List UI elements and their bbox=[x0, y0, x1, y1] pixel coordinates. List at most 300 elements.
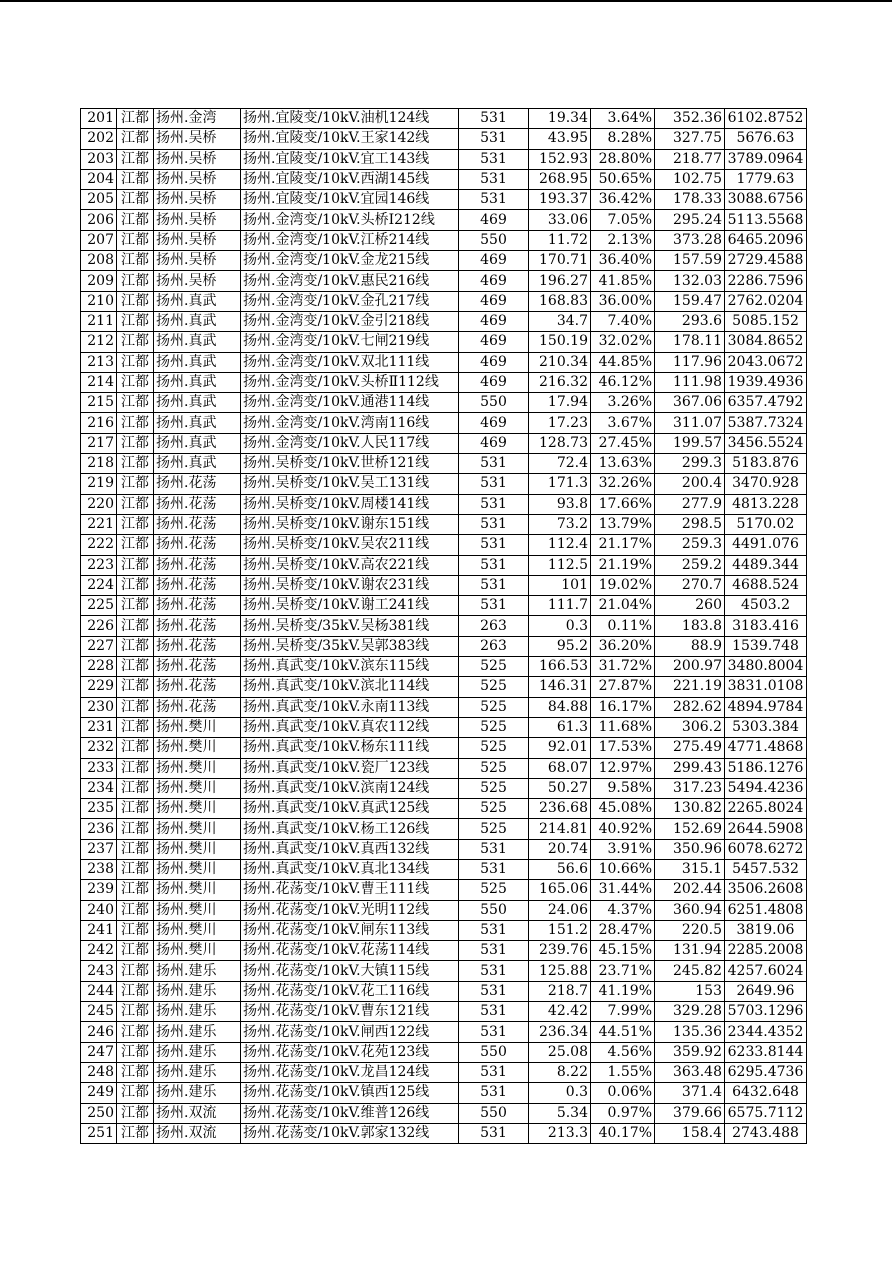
feeder-line-cell[interactable]: 扬州.吴桥变/35kV.吴郭383线 bbox=[241, 636, 459, 656]
load-cell[interactable]: 239.76 bbox=[529, 941, 591, 961]
feeder-line-cell[interactable]: 扬州.金湾变/10kV.头桥Ⅱ112线 bbox=[241, 372, 459, 392]
station-cell[interactable]: 扬州.樊川 bbox=[154, 738, 241, 758]
district-cell[interactable]: 江都 bbox=[117, 981, 154, 1001]
row-number[interactable]: 209 bbox=[81, 271, 117, 291]
remaining-kw-cell[interactable]: 4503.2 bbox=[725, 596, 807, 616]
load-rate-cell[interactable]: 7.40% bbox=[591, 311, 655, 331]
feeder-line-cell[interactable]: 扬州.吴桥变/10kV.高农221线 bbox=[241, 555, 459, 575]
row-number[interactable]: 228 bbox=[81, 657, 117, 677]
load-rate-cell[interactable]: 12.97% bbox=[591, 758, 655, 778]
remaining-capacity-cell[interactable]: 299.3 bbox=[655, 454, 725, 474]
remaining-kw-cell[interactable]: 2286.7596 bbox=[725, 271, 807, 291]
remaining-capacity-cell[interactable]: 200.97 bbox=[655, 657, 725, 677]
remaining-capacity-cell[interactable]: 111.98 bbox=[655, 372, 725, 392]
row-number[interactable]: 250 bbox=[81, 1103, 117, 1123]
remaining-kw-cell[interactable]: 6078.6272 bbox=[725, 839, 807, 859]
remaining-capacity-cell[interactable]: 117.96 bbox=[655, 352, 725, 372]
district-cell[interactable]: 江都 bbox=[117, 210, 154, 230]
station-cell[interactable]: 扬州.樊川 bbox=[154, 799, 241, 819]
load-rate-cell[interactable]: 40.17% bbox=[591, 1123, 655, 1143]
load-rate-cell[interactable]: 13.63% bbox=[591, 454, 655, 474]
station-cell[interactable]: 扬州.樊川 bbox=[154, 839, 241, 859]
capacity-cell[interactable]: 531 bbox=[459, 454, 529, 474]
capacity-cell[interactable]: 531 bbox=[459, 961, 529, 981]
capacity-cell[interactable]: 525 bbox=[459, 738, 529, 758]
load-rate-cell[interactable]: 36.40% bbox=[591, 251, 655, 271]
station-cell[interactable]: 扬州.建乐 bbox=[154, 1083, 241, 1103]
district-cell[interactable]: 江都 bbox=[117, 514, 154, 534]
remaining-capacity-cell[interactable]: 298.5 bbox=[655, 514, 725, 534]
load-cell[interactable]: 101 bbox=[529, 575, 591, 595]
station-cell[interactable]: 扬州.樊川 bbox=[154, 778, 241, 798]
load-cell[interactable]: 61.3 bbox=[529, 717, 591, 737]
load-rate-cell[interactable]: 41.85% bbox=[591, 271, 655, 291]
district-cell[interactable]: 江都 bbox=[117, 433, 154, 453]
feeder-line-cell[interactable]: 扬州.真武变/10kV.真北134线 bbox=[241, 859, 459, 879]
remaining-capacity-cell[interactable]: 373.28 bbox=[655, 230, 725, 250]
load-rate-cell[interactable]: 28.80% bbox=[591, 149, 655, 169]
feeder-line-cell[interactable]: 扬州.金湾变/10kV.金孔217线 bbox=[241, 291, 459, 311]
feeder-line-cell[interactable]: 扬州.吴桥变/10kV.吴农211线 bbox=[241, 535, 459, 555]
district-cell[interactable]: 江都 bbox=[117, 575, 154, 595]
remaining-capacity-cell[interactable]: 178.11 bbox=[655, 332, 725, 352]
remaining-kw-cell[interactable]: 5703.1296 bbox=[725, 1002, 807, 1022]
capacity-cell[interactable]: 531 bbox=[459, 494, 529, 514]
remaining-kw-cell[interactable]: 6465.2096 bbox=[725, 230, 807, 250]
load-rate-cell[interactable]: 0.06% bbox=[591, 1083, 655, 1103]
station-cell[interactable]: 扬州.吴桥 bbox=[154, 129, 241, 149]
district-cell[interactable]: 江都 bbox=[117, 1123, 154, 1143]
row-number[interactable]: 212 bbox=[81, 332, 117, 352]
district-cell[interactable]: 江都 bbox=[117, 596, 154, 616]
load-rate-cell[interactable]: 36.00% bbox=[591, 291, 655, 311]
row-number[interactable]: 202 bbox=[81, 129, 117, 149]
load-cell[interactable]: 112.5 bbox=[529, 555, 591, 575]
remaining-capacity-cell[interactable]: 360.94 bbox=[655, 900, 725, 920]
row-number[interactable]: 210 bbox=[81, 291, 117, 311]
row-number[interactable]: 208 bbox=[81, 251, 117, 271]
load-cell[interactable]: 210.34 bbox=[529, 352, 591, 372]
district-cell[interactable]: 江都 bbox=[117, 717, 154, 737]
station-cell[interactable]: 扬州.樊川 bbox=[154, 900, 241, 920]
capacity-cell[interactable]: 531 bbox=[459, 941, 529, 961]
remaining-kw-cell[interactable]: 6251.4808 bbox=[725, 900, 807, 920]
district-cell[interactable]: 江都 bbox=[117, 738, 154, 758]
district-cell[interactable]: 江都 bbox=[117, 555, 154, 575]
load-rate-cell[interactable]: 31.72% bbox=[591, 657, 655, 677]
load-cell[interactable]: 73.2 bbox=[529, 514, 591, 534]
remaining-kw-cell[interactable]: 4491.076 bbox=[725, 535, 807, 555]
station-cell[interactable]: 扬州.花荡 bbox=[154, 616, 241, 636]
feeder-line-cell[interactable]: 扬州.吴桥变/10kV.谢工241线 bbox=[241, 596, 459, 616]
capacity-cell[interactable]: 525 bbox=[459, 880, 529, 900]
remaining-capacity-cell[interactable]: 359.92 bbox=[655, 1042, 725, 1062]
load-rate-cell[interactable]: 19.02% bbox=[591, 575, 655, 595]
remaining-capacity-cell[interactable]: 311.07 bbox=[655, 413, 725, 433]
load-cell[interactable]: 25.08 bbox=[529, 1042, 591, 1062]
station-cell[interactable]: 扬州.建乐 bbox=[154, 1002, 241, 1022]
remaining-capacity-cell[interactable]: 135.36 bbox=[655, 1022, 725, 1042]
capacity-cell[interactable]: 531 bbox=[459, 169, 529, 189]
capacity-cell[interactable]: 525 bbox=[459, 717, 529, 737]
load-cell[interactable]: 50.27 bbox=[529, 778, 591, 798]
load-rate-cell[interactable]: 23.71% bbox=[591, 961, 655, 981]
station-cell[interactable]: 扬州.花荡 bbox=[154, 474, 241, 494]
feeder-line-cell[interactable]: 扬州.真武变/10kV.滨北114线 bbox=[241, 677, 459, 697]
row-number[interactable]: 240 bbox=[81, 900, 117, 920]
load-rate-cell[interactable]: 46.12% bbox=[591, 372, 655, 392]
row-number[interactable]: 232 bbox=[81, 738, 117, 758]
district-cell[interactable]: 江都 bbox=[117, 1022, 154, 1042]
capacity-cell[interactable]: 550 bbox=[459, 230, 529, 250]
row-number[interactable]: 216 bbox=[81, 413, 117, 433]
remaining-capacity-cell[interactable]: 220.5 bbox=[655, 920, 725, 940]
capacity-cell[interactable]: 525 bbox=[459, 778, 529, 798]
capacity-cell[interactable]: 525 bbox=[459, 758, 529, 778]
load-rate-cell[interactable]: 44.85% bbox=[591, 352, 655, 372]
capacity-cell[interactable]: 531 bbox=[459, 981, 529, 1001]
row-number[interactable]: 217 bbox=[81, 433, 117, 453]
remaining-kw-cell[interactable]: 3480.8004 bbox=[725, 657, 807, 677]
remaining-kw-cell[interactable]: 3084.8652 bbox=[725, 332, 807, 352]
row-number[interactable]: 236 bbox=[81, 819, 117, 839]
station-cell[interactable]: 扬州.樊川 bbox=[154, 859, 241, 879]
load-cell[interactable]: 33.06 bbox=[529, 210, 591, 230]
load-rate-cell[interactable]: 21.17% bbox=[591, 535, 655, 555]
load-cell[interactable]: 151.2 bbox=[529, 920, 591, 940]
station-cell[interactable]: 扬州.吴桥 bbox=[154, 251, 241, 271]
capacity-cell[interactable]: 531 bbox=[459, 535, 529, 555]
row-number[interactable]: 247 bbox=[81, 1042, 117, 1062]
feeder-line-cell[interactable]: 扬州.吴桥变/10kV.周楼141线 bbox=[241, 494, 459, 514]
row-number[interactable]: 211 bbox=[81, 311, 117, 331]
remaining-kw-cell[interactable]: 4257.6024 bbox=[725, 961, 807, 981]
load-rate-cell[interactable]: 16.17% bbox=[591, 697, 655, 717]
remaining-capacity-cell[interactable]: 199.57 bbox=[655, 433, 725, 453]
station-cell[interactable]: 扬州.花荡 bbox=[154, 677, 241, 697]
load-rate-cell[interactable]: 8.28% bbox=[591, 129, 655, 149]
remaining-capacity-cell[interactable]: 350.96 bbox=[655, 839, 725, 859]
station-cell[interactable]: 扬州.吴桥 bbox=[154, 230, 241, 250]
remaining-kw-cell[interactable]: 4894.9784 bbox=[725, 697, 807, 717]
capacity-cell[interactable]: 469 bbox=[459, 311, 529, 331]
capacity-cell[interactable]: 550 bbox=[459, 1103, 529, 1123]
feeder-line-cell[interactable]: 扬州.花荡变/10kV.维普126线 bbox=[241, 1103, 459, 1123]
station-cell[interactable]: 扬州.真武 bbox=[154, 433, 241, 453]
station-cell[interactable]: 扬州.花荡 bbox=[154, 596, 241, 616]
load-rate-cell[interactable]: 17.53% bbox=[591, 738, 655, 758]
capacity-cell[interactable]: 469 bbox=[459, 352, 529, 372]
remaining-kw-cell[interactable]: 2265.8024 bbox=[725, 799, 807, 819]
remaining-kw-cell[interactable]: 6102.8752 bbox=[725, 109, 807, 129]
load-cell[interactable]: 170.71 bbox=[529, 251, 591, 271]
load-cell[interactable]: 92.01 bbox=[529, 738, 591, 758]
remaining-kw-cell[interactable]: 2043.0672 bbox=[725, 352, 807, 372]
capacity-cell[interactable]: 531 bbox=[459, 920, 529, 940]
load-cell[interactable]: 93.8 bbox=[529, 494, 591, 514]
feeder-line-cell[interactable]: 扬州.金湾变/10kV.金龙215线 bbox=[241, 251, 459, 271]
load-rate-cell[interactable]: 45.08% bbox=[591, 799, 655, 819]
remaining-capacity-cell[interactable]: 329.28 bbox=[655, 1002, 725, 1022]
row-number[interactable]: 207 bbox=[81, 230, 117, 250]
row-number[interactable]: 224 bbox=[81, 575, 117, 595]
remaining-kw-cell[interactable]: 2344.4352 bbox=[725, 1022, 807, 1042]
station-cell[interactable]: 扬州.吴桥 bbox=[154, 271, 241, 291]
remaining-capacity-cell[interactable]: 317.23 bbox=[655, 778, 725, 798]
district-cell[interactable]: 江都 bbox=[117, 657, 154, 677]
district-cell[interactable]: 江都 bbox=[117, 920, 154, 940]
district-cell[interactable]: 江都 bbox=[117, 1042, 154, 1062]
load-cell[interactable]: 17.94 bbox=[529, 393, 591, 413]
remaining-kw-cell[interactable]: 1939.4936 bbox=[725, 372, 807, 392]
remaining-kw-cell[interactable]: 6357.4792 bbox=[725, 393, 807, 413]
feeder-line-cell[interactable]: 扬州.花荡变/10kV.龙昌124线 bbox=[241, 1062, 459, 1082]
station-cell[interactable]: 扬州.真武 bbox=[154, 311, 241, 331]
load-rate-cell[interactable]: 7.05% bbox=[591, 210, 655, 230]
load-cell[interactable]: 34.7 bbox=[529, 311, 591, 331]
load-cell[interactable]: 20.74 bbox=[529, 839, 591, 859]
remaining-capacity-cell[interactable]: 282.62 bbox=[655, 697, 725, 717]
district-cell[interactable]: 江都 bbox=[117, 129, 154, 149]
district-cell[interactable]: 江都 bbox=[117, 839, 154, 859]
remaining-capacity-cell[interactable]: 221.19 bbox=[655, 677, 725, 697]
load-cell[interactable]: 166.53 bbox=[529, 657, 591, 677]
remaining-capacity-cell[interactable]: 178.33 bbox=[655, 190, 725, 210]
row-number[interactable]: 205 bbox=[81, 190, 117, 210]
row-number[interactable]: 251 bbox=[81, 1123, 117, 1143]
load-cell[interactable]: 68.07 bbox=[529, 758, 591, 778]
district-cell[interactable]: 江都 bbox=[117, 332, 154, 352]
district-cell[interactable]: 江都 bbox=[117, 859, 154, 879]
feeder-line-cell[interactable]: 扬州.花荡变/10kV.光明112线 bbox=[241, 900, 459, 920]
load-cell[interactable]: 152.93 bbox=[529, 149, 591, 169]
load-cell[interactable]: 268.95 bbox=[529, 169, 591, 189]
row-number[interactable]: 227 bbox=[81, 636, 117, 656]
remaining-capacity-cell[interactable]: 295.24 bbox=[655, 210, 725, 230]
district-cell[interactable]: 江都 bbox=[117, 413, 154, 433]
remaining-kw-cell[interactable]: 5676.63 bbox=[725, 129, 807, 149]
load-rate-cell[interactable]: 3.67% bbox=[591, 413, 655, 433]
load-rate-cell[interactable]: 17.66% bbox=[591, 494, 655, 514]
load-cell[interactable]: 19.34 bbox=[529, 109, 591, 129]
feeder-line-cell[interactable]: 扬州.宜陵变/10kV.王家142线 bbox=[241, 129, 459, 149]
remaining-kw-cell[interactable]: 6575.7112 bbox=[725, 1103, 807, 1123]
capacity-cell[interactable]: 550 bbox=[459, 900, 529, 920]
feeder-line-cell[interactable]: 扬州.金湾变/10kV.湾南116线 bbox=[241, 413, 459, 433]
remaining-capacity-cell[interactable]: 153 bbox=[655, 981, 725, 1001]
capacity-cell[interactable]: 525 bbox=[459, 799, 529, 819]
feeder-line-cell[interactable]: 扬州.金湾变/10kV.头桥Ⅰ212线 bbox=[241, 210, 459, 230]
district-cell[interactable]: 江都 bbox=[117, 494, 154, 514]
district-cell[interactable]: 江都 bbox=[117, 616, 154, 636]
remaining-kw-cell[interactable]: 3470.928 bbox=[725, 474, 807, 494]
load-rate-cell[interactable]: 31.44% bbox=[591, 880, 655, 900]
station-cell[interactable]: 扬州.樊川 bbox=[154, 941, 241, 961]
station-cell[interactable]: 扬州.双流 bbox=[154, 1103, 241, 1123]
remaining-capacity-cell[interactable]: 183.8 bbox=[655, 616, 725, 636]
capacity-cell[interactable]: 263 bbox=[459, 616, 529, 636]
station-cell[interactable]: 扬州.建乐 bbox=[154, 1062, 241, 1082]
row-number[interactable]: 241 bbox=[81, 920, 117, 940]
load-cell[interactable]: 43.95 bbox=[529, 129, 591, 149]
station-cell[interactable]: 扬州.建乐 bbox=[154, 1042, 241, 1062]
load-cell[interactable]: 84.88 bbox=[529, 697, 591, 717]
load-cell[interactable]: 150.19 bbox=[529, 332, 591, 352]
district-cell[interactable]: 江都 bbox=[117, 1083, 154, 1103]
load-rate-cell[interactable]: 1.55% bbox=[591, 1062, 655, 1082]
station-cell[interactable]: 扬州.花荡 bbox=[154, 514, 241, 534]
district-cell[interactable]: 江都 bbox=[117, 535, 154, 555]
row-number[interactable]: 204 bbox=[81, 169, 117, 189]
capacity-cell[interactable]: 531 bbox=[459, 1123, 529, 1143]
capacity-cell[interactable]: 525 bbox=[459, 697, 529, 717]
feeder-line-cell[interactable]: 扬州.金湾变/10kV.通港114线 bbox=[241, 393, 459, 413]
load-rate-cell[interactable]: 7.99% bbox=[591, 1002, 655, 1022]
load-cell[interactable]: 171.3 bbox=[529, 474, 591, 494]
remaining-kw-cell[interactable]: 5303.384 bbox=[725, 717, 807, 737]
remaining-capacity-cell[interactable]: 260 bbox=[655, 596, 725, 616]
feeder-line-cell[interactable]: 扬州.花荡变/10kV.闸东113线 bbox=[241, 920, 459, 940]
load-cell[interactable]: 42.42 bbox=[529, 1002, 591, 1022]
station-cell[interactable]: 扬州.真武 bbox=[154, 393, 241, 413]
remaining-capacity-cell[interactable]: 363.48 bbox=[655, 1062, 725, 1082]
feeder-line-cell[interactable]: 扬州.吴桥变/10kV.世桥121线 bbox=[241, 454, 459, 474]
feeder-line-cell[interactable]: 扬州.花荡变/10kV.郭家132线 bbox=[241, 1123, 459, 1143]
capacity-cell[interactable]: 531 bbox=[459, 596, 529, 616]
station-cell[interactable]: 扬州.真武 bbox=[154, 332, 241, 352]
feeder-line-cell[interactable]: 扬州.花荡变/10kV.曹东121线 bbox=[241, 1002, 459, 1022]
feeder-line-cell[interactable]: 扬州.花荡变/10kV.花苑123线 bbox=[241, 1042, 459, 1062]
row-number[interactable]: 231 bbox=[81, 717, 117, 737]
capacity-cell[interactable]: 531 bbox=[459, 1002, 529, 1022]
load-rate-cell[interactable]: 2.13% bbox=[591, 230, 655, 250]
district-cell[interactable]: 江都 bbox=[117, 677, 154, 697]
row-number[interactable]: 226 bbox=[81, 616, 117, 636]
capacity-cell[interactable]: 469 bbox=[459, 413, 529, 433]
feeder-line-cell[interactable]: 扬州.金湾变/10kV.人民117线 bbox=[241, 433, 459, 453]
feeder-line-cell[interactable]: 扬州.真武变/10kV.瓷厂123线 bbox=[241, 758, 459, 778]
feeder-line-cell[interactable]: 扬州.花荡变/10kV.大镇115线 bbox=[241, 961, 459, 981]
remaining-kw-cell[interactable]: 5085.152 bbox=[725, 311, 807, 331]
row-number[interactable]: 218 bbox=[81, 454, 117, 474]
row-number[interactable]: 214 bbox=[81, 372, 117, 392]
capacity-cell[interactable]: 469 bbox=[459, 372, 529, 392]
feeder-line-cell[interactable]: 扬州.金湾变/10kV.七闸219线 bbox=[241, 332, 459, 352]
remaining-capacity-cell[interactable]: 270.7 bbox=[655, 575, 725, 595]
station-cell[interactable]: 扬州.吴桥 bbox=[154, 210, 241, 230]
remaining-capacity-cell[interactable]: 327.75 bbox=[655, 129, 725, 149]
feeder-line-cell[interactable]: 扬州.真武变/10kV.杨工126线 bbox=[241, 819, 459, 839]
district-cell[interactable]: 江都 bbox=[117, 1002, 154, 1022]
load-rate-cell[interactable]: 13.79% bbox=[591, 514, 655, 534]
load-rate-cell[interactable]: 21.19% bbox=[591, 555, 655, 575]
capacity-cell[interactable]: 531 bbox=[459, 1062, 529, 1082]
feeder-line-cell[interactable]: 扬州.真武变/10kV.真西132线 bbox=[241, 839, 459, 859]
remaining-kw-cell[interactable]: 3456.5524 bbox=[725, 433, 807, 453]
row-number[interactable]: 230 bbox=[81, 697, 117, 717]
remaining-capacity-cell[interactable]: 88.9 bbox=[655, 636, 725, 656]
district-cell[interactable]: 江都 bbox=[117, 880, 154, 900]
load-cell[interactable]: 196.27 bbox=[529, 271, 591, 291]
remaining-kw-cell[interactable]: 6295.4736 bbox=[725, 1062, 807, 1082]
district-cell[interactable]: 江都 bbox=[117, 271, 154, 291]
load-cell[interactable]: 146.31 bbox=[529, 677, 591, 697]
row-number[interactable]: 243 bbox=[81, 961, 117, 981]
station-cell[interactable]: 扬州.樊川 bbox=[154, 920, 241, 940]
remaining-kw-cell[interactable]: 5113.5568 bbox=[725, 210, 807, 230]
row-number[interactable]: 215 bbox=[81, 393, 117, 413]
row-number[interactable]: 221 bbox=[81, 514, 117, 534]
station-cell[interactable]: 扬州.真武 bbox=[154, 352, 241, 372]
district-cell[interactable]: 江都 bbox=[117, 251, 154, 271]
row-number[interactable]: 222 bbox=[81, 535, 117, 555]
row-number[interactable]: 239 bbox=[81, 880, 117, 900]
remaining-capacity-cell[interactable]: 245.82 bbox=[655, 961, 725, 981]
remaining-kw-cell[interactable]: 4771.4868 bbox=[725, 738, 807, 758]
remaining-kw-cell[interactable]: 6432.648 bbox=[725, 1083, 807, 1103]
remaining-capacity-cell[interactable]: 159.47 bbox=[655, 291, 725, 311]
station-cell[interactable]: 扬州.建乐 bbox=[154, 961, 241, 981]
remaining-capacity-cell[interactable]: 259.3 bbox=[655, 535, 725, 555]
station-cell[interactable]: 扬州.樊川 bbox=[154, 819, 241, 839]
feeder-line-cell[interactable]: 扬州.花荡变/10kV.花荡114线 bbox=[241, 941, 459, 961]
remaining-capacity-cell[interactable]: 259.2 bbox=[655, 555, 725, 575]
load-rate-cell[interactable]: 44.51% bbox=[591, 1022, 655, 1042]
remaining-capacity-cell[interactable]: 299.43 bbox=[655, 758, 725, 778]
load-cell[interactable]: 8.22 bbox=[529, 1062, 591, 1082]
row-number[interactable]: 219 bbox=[81, 474, 117, 494]
remaining-kw-cell[interactable]: 5387.7324 bbox=[725, 413, 807, 433]
capacity-cell[interactable]: 531 bbox=[459, 474, 529, 494]
district-cell[interactable]: 江都 bbox=[117, 311, 154, 331]
remaining-capacity-cell[interactable]: 352.36 bbox=[655, 109, 725, 129]
feeder-line-cell[interactable]: 扬州.宜陵变/10kV.宜园146线 bbox=[241, 190, 459, 210]
remaining-kw-cell[interactable]: 2729.4588 bbox=[725, 251, 807, 271]
row-number[interactable]: 220 bbox=[81, 494, 117, 514]
feeder-line-cell[interactable]: 扬州.金湾变/10kV.双北111线 bbox=[241, 352, 459, 372]
feeder-line-cell[interactable]: 扬州.吴桥变/10kV.谢东151线 bbox=[241, 514, 459, 534]
capacity-cell[interactable]: 469 bbox=[459, 271, 529, 291]
load-cell[interactable]: 218.7 bbox=[529, 981, 591, 1001]
remaining-kw-cell[interactable]: 3183.416 bbox=[725, 616, 807, 636]
load-cell[interactable]: 112.4 bbox=[529, 535, 591, 555]
load-rate-cell[interactable]: 21.04% bbox=[591, 596, 655, 616]
feeder-line-cell[interactable]: 扬州.真武变/10kV.滨东115线 bbox=[241, 657, 459, 677]
load-rate-cell[interactable]: 32.26% bbox=[591, 474, 655, 494]
remaining-capacity-cell[interactable]: 277.9 bbox=[655, 494, 725, 514]
load-rate-cell[interactable]: 28.47% bbox=[591, 920, 655, 940]
remaining-kw-cell[interactable]: 1779.63 bbox=[725, 169, 807, 189]
load-cell[interactable]: 0.3 bbox=[529, 1083, 591, 1103]
remaining-kw-cell[interactable]: 4688.524 bbox=[725, 575, 807, 595]
district-cell[interactable]: 江都 bbox=[117, 1062, 154, 1082]
capacity-cell[interactable]: 469 bbox=[459, 251, 529, 271]
district-cell[interactable]: 江都 bbox=[117, 230, 154, 250]
remaining-kw-cell[interactable]: 2743.488 bbox=[725, 1123, 807, 1143]
feeder-line-cell[interactable]: 扬州.吴桥变/35kV.吴杨381线 bbox=[241, 616, 459, 636]
row-number[interactable]: 234 bbox=[81, 778, 117, 798]
remaining-capacity-cell[interactable]: 132.03 bbox=[655, 271, 725, 291]
district-cell[interactable]: 江都 bbox=[117, 454, 154, 474]
row-number[interactable]: 229 bbox=[81, 677, 117, 697]
remaining-capacity-cell[interactable]: 218.77 bbox=[655, 149, 725, 169]
station-cell[interactable]: 扬州.建乐 bbox=[154, 1022, 241, 1042]
load-cell[interactable]: 24.06 bbox=[529, 900, 591, 920]
district-cell[interactable]: 江都 bbox=[117, 778, 154, 798]
load-cell[interactable]: 193.37 bbox=[529, 190, 591, 210]
load-cell[interactable]: 95.2 bbox=[529, 636, 591, 656]
remaining-kw-cell[interactable]: 3088.6756 bbox=[725, 190, 807, 210]
